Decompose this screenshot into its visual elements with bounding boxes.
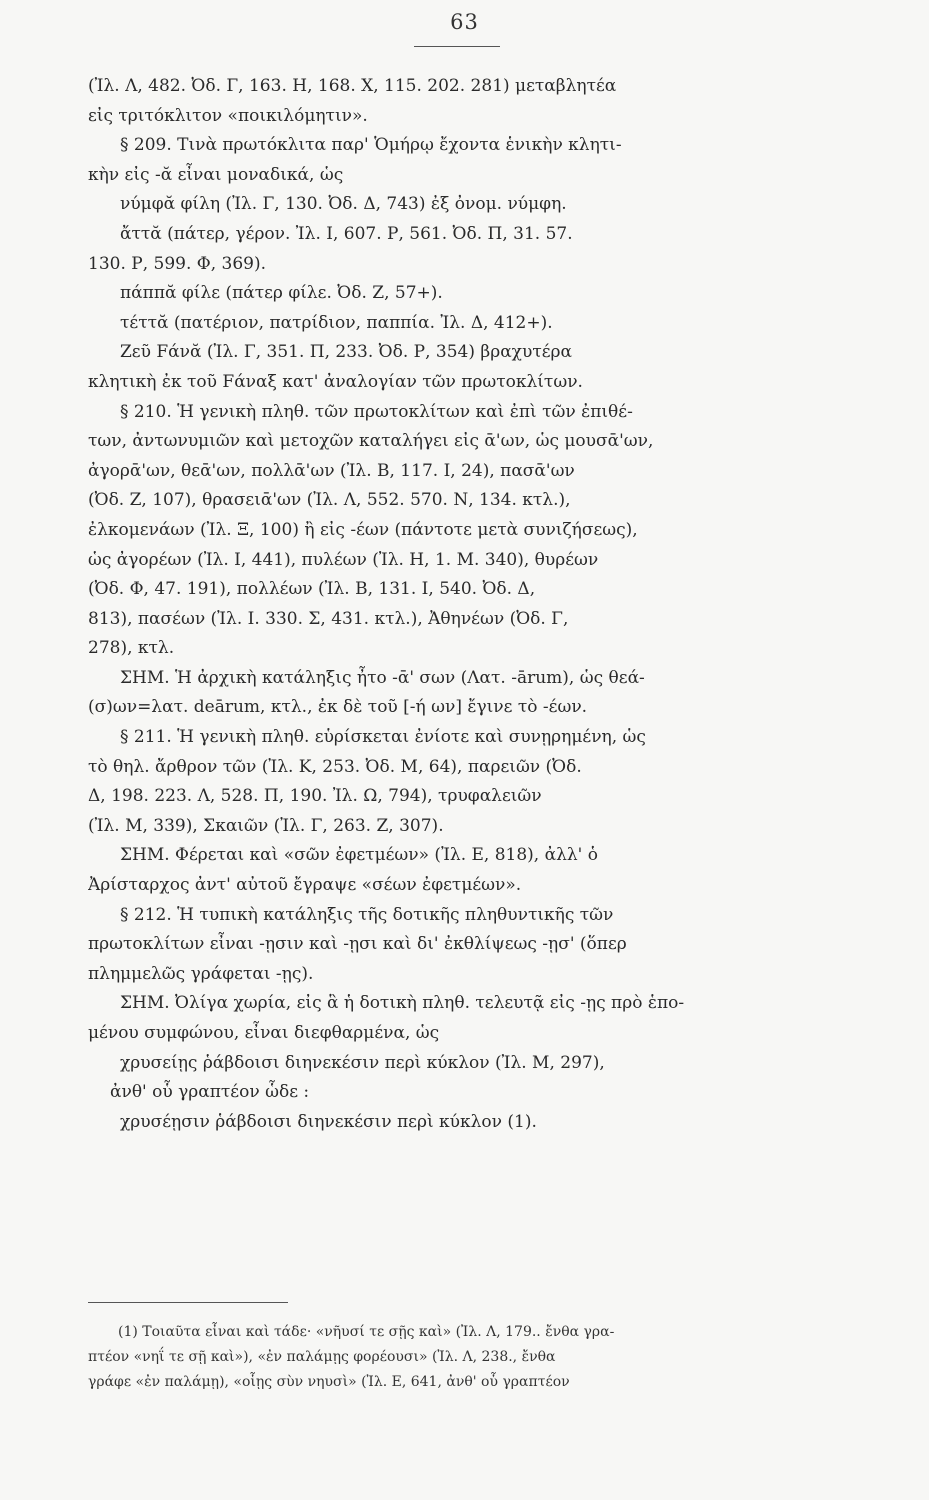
text-line: κὴν εἰς -ᾰ εἶναι μοναδικά, ὡς	[88, 164, 344, 185]
text-line: ἐλκομενάων (Ἰλ. Ξ, 100) ἢ εἰς -έων (πάντοτε μετὰ συνιζήσεως),	[88, 519, 638, 540]
header-rule	[414, 46, 500, 47]
text-line: ἀγορᾱ'ων, θεᾱ'ων, πολλᾱ'ων (Ἰλ. Β, 117. Ι, 24), πασᾱ'ων	[88, 460, 575, 481]
text-line: (Ἰλ. Λ, 482. Ὀδ. Γ, 163. Η, 168. Χ, 115. 202. 281) μεταβλητέα	[88, 76, 617, 96]
text-line: (Ὀδ. Ζ, 107), θρασειᾱ'ων (Ἰλ. Λ, 552. 570. Ν, 134. κτλ.),	[88, 490, 571, 511]
text-line: (Ὀδ. Φ, 47. 191), πολλέων (Ἰλ. Β, 131. Ι, 540. Ὀδ. Δ,	[88, 579, 536, 600]
footnotes	[88, 1320, 828, 1395]
text-line: § 212. Ἡ τυπικὴ κατάληξις τῆς δοτικῆς πληθυντικῆς τῶν	[120, 904, 614, 925]
text-line: ΣΗΜ. Ὀλίγα χωρία, εἰς ἃ ἡ δοτικὴ πληθ. τελευτᾷ εἰς -ῃς πρὸ ἑπο-	[120, 993, 685, 1014]
text-line: χρυσέῃσιν ῥάβδοισι διηνεκέσιν περὶ κύκλον (1).	[120, 1111, 537, 1132]
text-line: χρυσείῃς ῥάβδοισι διηνεκέσιν περὶ κύκλον (Ἰλ. Μ, 297),	[120, 1052, 605, 1073]
text-line: § 209. Τινὰ πρωτόκλιτα παρ' Ὁμήρῳ ἔχοντα ἑνικὴν κλητι-	[120, 135, 622, 156]
text-line: μένου συμφώνου, εἶναι διεφθαρμένα, ὡς	[88, 1023, 440, 1043]
text-line: ὡς ἀγορέων (Ἰλ. Ι, 441), πυλέων (Ἰλ. Η, 1. Μ. 340), θυρέων	[88, 549, 599, 570]
text-line: Ζεῦ Fάνᾰ (Ἰλ. Γ, 351. Π, 233. Ὀδ. Ρ, 354) βραχυτέρα	[120, 342, 573, 363]
text-line: (σ)ων=λατ. deārum, κτλ., ἐκ δὲ τοῦ [-ή ων] ἔγινε τὸ -έων.	[88, 697, 588, 718]
text-line: ἄττᾰ (πάτερ, γέρον. Ἰλ. Ι, 607. Ρ, 561. Ὀδ. Π, 31. 57.	[120, 223, 573, 244]
text-line: 813), πασέων (Ἰλ. Ι. 330. Σ, 431. κτλ.), Ἀθηνέων (Ὀδ. Γ,	[88, 608, 569, 629]
text-line: εἰς τριτόκλιτον «ποικιλόμητιν».	[88, 105, 368, 126]
text-line: § 211. Ἡ γενικὴ πληθ. εὑρίσκεται ἐνίοτε καὶ συνῃρημένη, ὡς	[120, 727, 646, 748]
text-line: πρωτοκλίτων εἶναι -ῃσιν καὶ -ῃσι καὶ δι' ἐκθλίψεως -ῃσ' (ὅπερ	[88, 934, 627, 955]
text-line: ΣΗΜ. Ἡ ἀρχικὴ κατάληξις ἦτο -ᾱ' σων (Λατ. -ārum), ὡς θεά-	[120, 667, 645, 688]
main-text	[88, 72, 823, 1137]
text-line: 278), κτλ.	[88, 638, 175, 659]
text-line: § 210. Ἡ γενικὴ πληθ. τῶν πρωτοκλίτων καὶ ἐπὶ τῶν ἐπιθέ-	[120, 401, 633, 422]
text-line: Ἀρίσταρχος ἀντ' αὐτοῦ ἔγραψε «σέων ἐφετμέων».	[88, 875, 522, 896]
footnote-line: (1) Τοιαῦτα εἶναι καὶ τάδε· «νῆυσί τε σῇς καὶ» (Ἰλ. Λ, 179.. ἔνθα γρα-	[118, 1324, 615, 1340]
text-line: 130. Ρ, 599. Φ, 369).	[88, 253, 266, 274]
text-line: πλημμελῶς γράφεται -ῃς).	[88, 963, 314, 984]
footnote-line: γράφε «ἐν παλάμῃ), «οἷῃς σὺν νηυσὶ» (Ἰλ. Ε, 641, ἀνθ' οὗ γραπτέον	[88, 1374, 570, 1390]
footnote-rule	[88, 1302, 288, 1303]
text-line: τὸ θηλ. ἄρθρον τῶν (Ἰλ. Κ, 253. Ὀδ. Μ, 64), παρειῶν (Ὀδ.	[88, 756, 582, 777]
text-line: κλητικὴ ἐκ τοῦ Fάναξ κατ' ἀναλογίαν τῶν πρωτοκλίτων.	[88, 371, 583, 392]
text-line: (Ἰλ. Μ, 339), Σκαιῶν (Ἰλ. Γ, 263. Ζ, 307).	[88, 815, 444, 836]
text-line: Δ, 198. 223. Λ, 528. Π, 190. Ἰλ. Ω, 794), τρυφαλειῶν	[88, 786, 542, 807]
text-line: πάππᾰ φίλε (πάτερ φίλε. Ὀδ. Ζ, 57+).	[120, 283, 443, 304]
text-line: νύμφᾰ φίλη (Ἰλ. Γ, 130. Ὀδ. Δ, 743) ἐξ ὀνομ. νύμφη.	[120, 194, 567, 215]
text-line: τέττᾰ (πατέριον, πατρίδιον, παππία. Ἰλ. Δ, 412+).	[120, 312, 553, 333]
text-line: ΣΗΜ. Φέρεται καὶ «σῶν ἐφετμέων» (Ἰλ. Ε, 818), ἀλλ' ὁ	[120, 845, 598, 866]
page-number: 63	[450, 10, 479, 34]
footnote-line: πτέον «νηΐ τε σῇ καὶ»), «ἐν παλάμῃς φορέουσι» (Ἰλ. Λ, 238., ἔνθα	[88, 1349, 556, 1365]
text-line: των, ἀντωνυμιῶν καὶ μετοχῶν καταλήγει εἰς ᾱ'ων, ὡς μουσᾱ'ων,	[88, 431, 654, 452]
text-line: ἀνθ' οὗ γραπτέον ὧδε :	[110, 1082, 310, 1103]
